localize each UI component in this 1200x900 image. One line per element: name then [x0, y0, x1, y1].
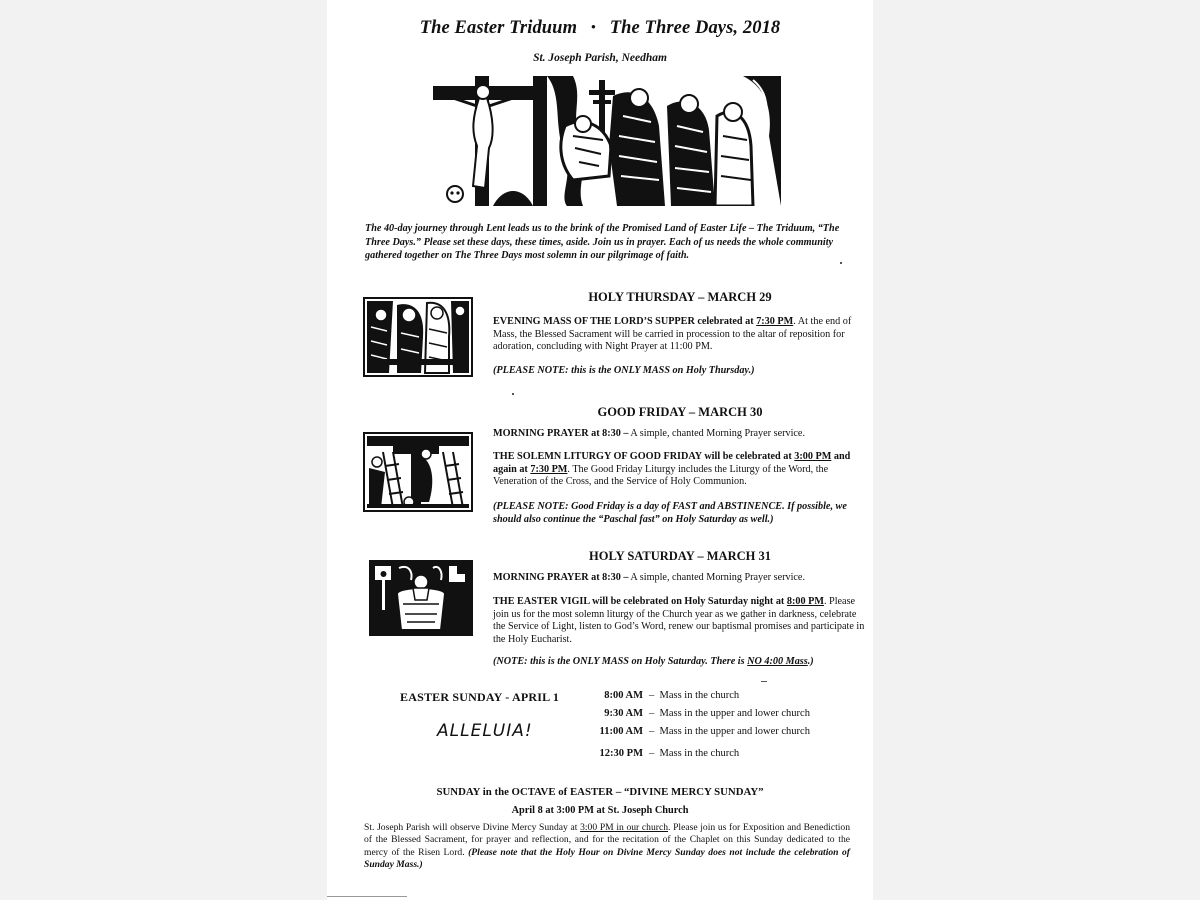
good-friday-note: (PLEASE NOTE: Good Friday is a day of FAST and ABSTINENCE. If possible, we should also continue the “Paschal fast” on Holy Saturday as well.): [493, 501, 847, 525]
good-friday-heading: GOOD FRIDAY – MARCH 30: [597, 405, 763, 419]
divine-mercy-time-place: 3:00 PM in our church: [580, 822, 669, 833]
title-right: The Three Days, 2018: [609, 18, 781, 38]
saturday-note-c: .): [807, 656, 814, 667]
alleluia-text: ALLELUIA!: [437, 721, 533, 741]
parish-name: St. Joseph Parish, Needham: [533, 52, 667, 64]
mass-dash: –: [649, 748, 655, 759]
holy-thursday-note: (PLEASE NOTE: this is the ONLY MASS on Holy Thursday.): [493, 365, 755, 376]
mass-place: Mass in the upper and lower church: [659, 708, 810, 719]
vigil-time: 8:00 PM: [786, 596, 824, 607]
saturday-prayer-text: A simple, chanted Morning Prayer service.: [628, 572, 805, 583]
mass-time: 12:30 PM: [599, 748, 643, 759]
divine-mercy-body: [364, 822, 850, 871]
mass-row: [589, 708, 810, 719]
mass-time: 11:00 AM: [599, 726, 643, 737]
mass-row: [589, 726, 810, 737]
mass-row: [589, 748, 739, 759]
mass-place: Mass in the church: [659, 748, 740, 759]
mass-row: [589, 690, 739, 701]
intro-paragraph: The 40-day journey through Lent leads us to the brink of the Promised Land of Easter Life – The Triduum, “The Three Days.” Please set these days, these times, aside. Join us in prayer. Each of us needs the whole community gathered together on The Three Days most solemn in our pilgrimage of faith.: [365, 223, 840, 261]
saturday-note-a: (NOTE: this is the ONLY MASS on Holy Saturday. There is: [493, 656, 748, 667]
friday-liturgy-time-1: 3:00 PM: [794, 451, 832, 462]
thursday-mass-label: EVENING MASS OF THE LORD’S SUPPER celebrated at: [493, 316, 757, 327]
saturday-note-b: NO 4:00 Mass: [747, 656, 808, 667]
scan-speck: [761, 681, 767, 682]
holy-saturday-heading: HOLY SATURDAY – MARCH 31: [589, 549, 771, 563]
scan-speck: [512, 393, 514, 395]
good-friday-prayer: [493, 428, 865, 441]
mass-dash: –: [649, 690, 655, 701]
divine-mercy-body-a: St. Joseph Parish will observe Divine Mercy Sunday at: [364, 822, 581, 833]
friday-liturgy-text: . The Good Friday Liturgy includes the Liturgy of the Word, the Veneration of the Cross, and the Service of Holy Communion.: [493, 463, 829, 488]
mass-dash: –: [649, 726, 655, 737]
divine-mercy-subheading: April 8 at 3:00 PM at St. Joseph Church: [511, 805, 689, 816]
thursday-mass-text: . At the end of Mass, the Blessed Sacrament will be carried in procession to the altar of reposition for adoration, concluding with Night Prayer at 11:00 PM.: [493, 316, 852, 353]
holy-saturday-note: [493, 656, 865, 669]
vigil-label: THE EASTER VIGIL will be celebrated on Holy Saturday night at: [493, 596, 787, 607]
page-title: [327, 18, 873, 39]
friday-liturgy-mid: and again at: [493, 451, 851, 475]
title-bullet: •: [591, 19, 596, 34]
friday-liturgy-time-2: 7:30 PM: [530, 463, 568, 475]
scan-speck: [840, 262, 842, 264]
friday-prayer-text: A simple, chanted Morning Prayer service.: [628, 428, 805, 439]
divine-mercy-heading: SUNDAY in the OCTAVE of EASTER – “DIVINE MERCY SUNDAY”: [436, 786, 764, 798]
friday-liturgy-label: THE SOLEMN LITURGY OF GOOD FRIDAY will be celebrated at: [493, 451, 795, 462]
vigil-text: . Please join us for the most solemn liturgy of the Church year as we gather in darkness, celebrate the Service of Light, listen to God’s Word, renew our baptismal promises and participate in the Holy Eucharist.: [493, 596, 865, 645]
title-left: The Easter Triduum: [419, 18, 578, 38]
thursday-mass-time: 7:30 PM: [756, 316, 794, 327]
saturday-prayer-label: MORNING PRAYER at 8:30 –: [493, 572, 629, 583]
divine-mercy-body-b: . Please join us for Exposition and Benediction of the Blessed Sacrament, for prayer and reflection, and for the recitation of the Chaplet on this Sunday dedicated to the mercy of the Risen Lord.: [364, 822, 851, 858]
mass-place: Mass in the church: [659, 690, 740, 701]
crucifixion-woodcut-image: [433, 76, 781, 206]
divine-mercy-note: (Please note that the Holy Hour on Divine Mercy Sunday does not include the celebration of Sunday Mass.): [364, 846, 850, 870]
last-supper-woodcut-image: [363, 297, 473, 377]
mass-dash: –: [649, 708, 655, 719]
deposition-woodcut-image: [363, 432, 473, 512]
mass-place: Mass in the upper and lower church: [659, 726, 810, 737]
scan-edge-line: [327, 896, 407, 897]
baptism-woodcut-image: [369, 560, 473, 636]
bulletin-page: [327, 0, 873, 900]
holy-thursday-mass: [493, 316, 865, 354]
holy-saturday-prayer: [493, 572, 865, 585]
holy-thursday-heading: HOLY THURSDAY – MARCH 29: [588, 290, 772, 304]
good-friday-liturgy: [493, 451, 865, 489]
friday-prayer-label: MORNING PRAYER at 8:30 –: [493, 428, 629, 439]
easter-sunday-heading: EASTER SUNDAY - APRIL 1: [400, 690, 560, 704]
easter-vigil: [493, 596, 865, 646]
mass-time: 8:00 AM: [604, 690, 643, 701]
mass-time: 9:30 AM: [604, 708, 643, 719]
